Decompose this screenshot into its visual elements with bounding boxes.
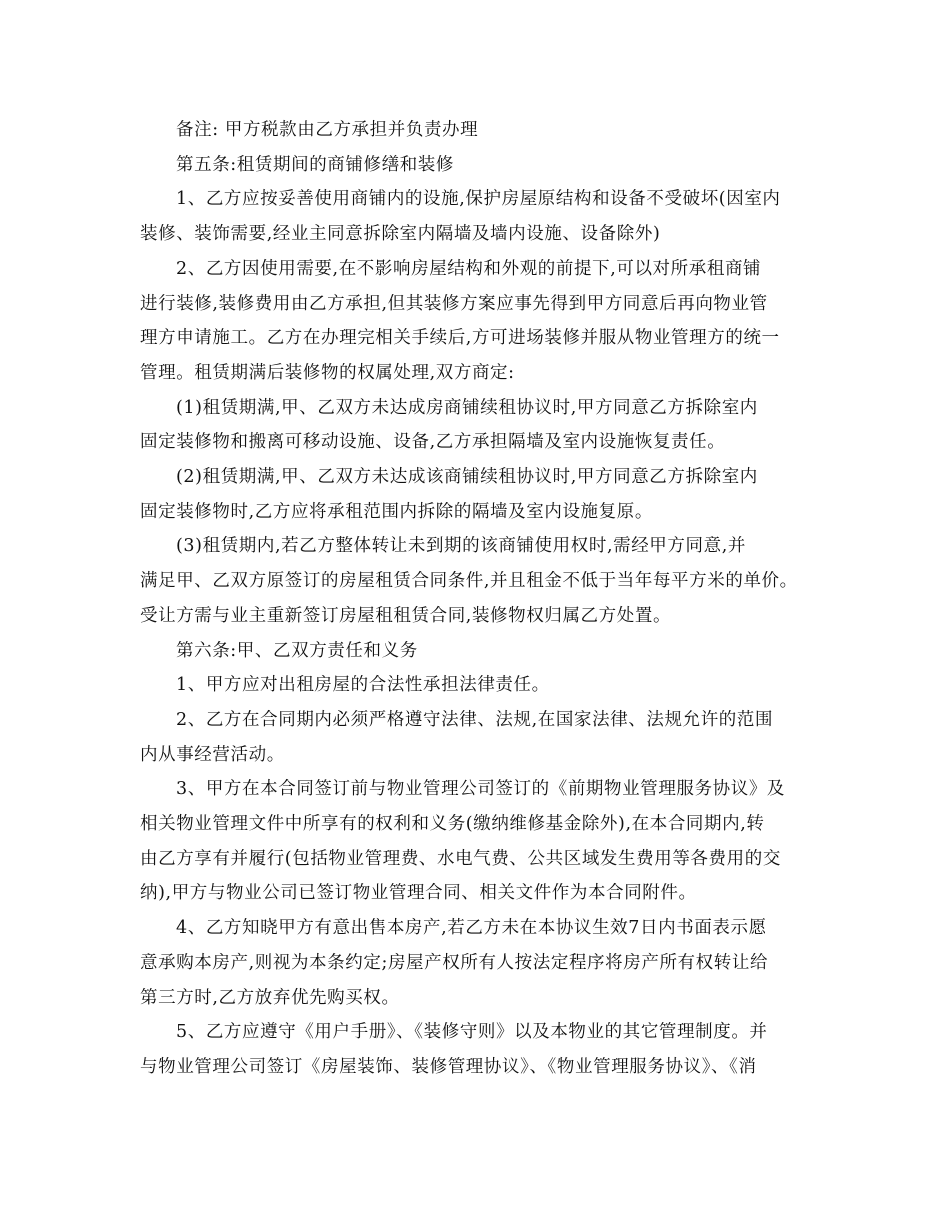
paragraph-line: 纳),甲方与物业公司已签订物业管理合同、相关文件作为本合同附件。 [140, 883, 697, 904]
paragraph-line: 第五条:租赁期间的商铺修缮和装修 [176, 154, 454, 175]
paragraph-line: 5、乙方应遵守《用户手册》、《装修守则》以及本物业的其它管理制度。并 [176, 1022, 768, 1043]
paragraph-line: 3、甲方在本合同签订前与物业管理公司签订的《前期物业管理服务协议》及 [176, 779, 786, 800]
paragraph-line: 1、乙方应按妥善使用商铺内的设施,保护房屋原结构和设备不受破坏(因室内 [176, 189, 781, 210]
paragraph-line: 4、乙方知晓甲方有意出售本房产,若乙方未在本协议生效7日内书面表示愿 [176, 918, 767, 939]
paragraph-line: 装修、装饰需要,经业主同意拆除室内隔墙及墙内设施、设备除外) [140, 224, 661, 245]
paragraph-line: 备注: 甲方税款由乙方承担并负责办理 [176, 120, 479, 140]
paragraph-line: 理方申请施工。乙方在办理完相关手续后,方可进场装修并服从物业管理方的统一 [140, 328, 780, 349]
paragraph-line: 第三方时,乙方放弃优先购买权。 [140, 987, 400, 1008]
paragraph-line: 第六条:甲、乙双方责任和义务 [176, 640, 418, 661]
paragraph-line: 固定装修物和搬离可移动设施、设备,乙方承担隔墙及室内设施恢复责任。 [140, 432, 726, 453]
paragraph-line: 满足甲、乙双方原签订的房屋租赁合同条件,并且租金不低于当年每平方米的单价。 [140, 571, 798, 592]
paragraph-line: 固定装修物时,乙方应将承租范围内拆除的隔墙及室内设施复原。 [140, 501, 653, 522]
paragraph-line: 2、乙方在合同期内必须严格遵守法律、法规,在国家法律、法规允许的范围 [176, 709, 774, 730]
paragraph-line: 意承购本房产,则视为本条约定;房屋产权所有人按法定程序将房产所有权转让给 [140, 952, 769, 973]
paragraph-line: (3)租赁期内,若乙方整体转让未到期的该商铺使用权时,需经甲方同意,并 [176, 536, 746, 557]
paragraph-line: (1)租赁期满,甲、乙双方未达成房商铺续租协议时,甲方同意乙方拆除室内 [176, 397, 758, 418]
paragraph-line: 进行装修,装修费用由乙方承担,但其装修方案应事先得到甲方同意后再向物业管 [140, 293, 768, 314]
paragraph-line: 由乙方享有并履行(包括物业管理费、水电气费、公共区域发生费用等各费用的交 [140, 848, 781, 869]
paragraph-line: 1、甲方应对出租房屋的合法性承担法律责任。 [176, 675, 550, 696]
paragraph-line: (2)租赁期满,甲、乙双方未达成该商铺续租协议时,甲方同意乙方拆除室内 [176, 467, 758, 488]
paragraph-line: 内从事经营活动。 [140, 744, 285, 765]
paragraph-line: 与物业管理公司签订《房屋装饰、装修管理协议》、《物业管理服务协议》、《消 [140, 1056, 757, 1077]
paragraph-line: 管理。租赁期满后装修物的权属处理,双方商定: [140, 362, 515, 383]
paragraph-line: 2、乙方因使用需要,在不影响房屋结构和外观的前提下,可以对所承租商铺 [176, 258, 762, 279]
paragraph-line: 受让方需与业主重新签订房屋租租赁合同,装修物权归属乙方处置。 [140, 605, 672, 626]
paragraph-line: 相关物业管理文件中所享有的权利和义务(缴纳维修基金除外),在本合同期内,转 [140, 814, 765, 835]
